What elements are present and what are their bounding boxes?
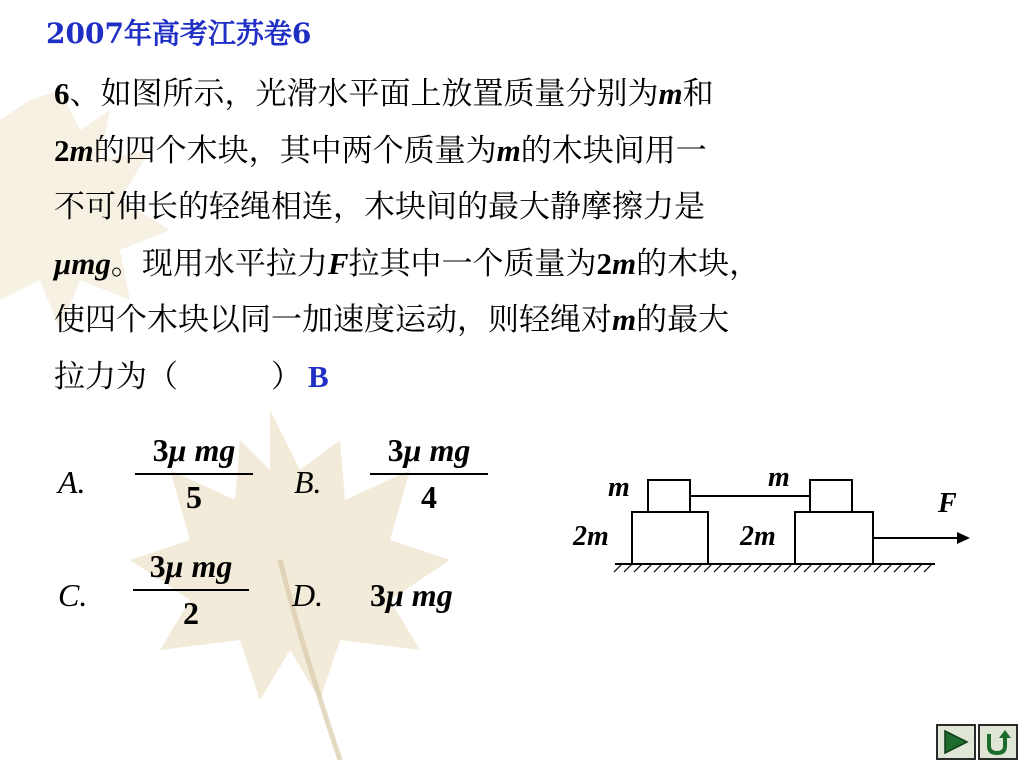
- label-big-left: 2m: [573, 521, 609, 552]
- small-block-left: [648, 480, 690, 512]
- option-c-label: C.: [58, 577, 88, 613]
- option-b-numerator: 3μ mg: [387, 432, 471, 468]
- label-small-left: m: [608, 472, 630, 503]
- option-c-fraction: [133, 548, 249, 632]
- question-line-5: 使四个木块以同一加速度运动，则轻绳对m的最大: [54, 302, 730, 338]
- next-slide-button[interactable]: [936, 724, 976, 760]
- fraction-bar: [135, 473, 253, 475]
- label-small-right: m: [768, 462, 790, 493]
- fraction-bar: [133, 589, 249, 591]
- return-icon: [983, 728, 1013, 756]
- option-a-numerator: 3μ mg: [152, 432, 236, 468]
- play-icon: [941, 729, 971, 755]
- question-line-2: 2m的四个木块，其中两个质量为m的木块间用一: [54, 132, 707, 169]
- ground-hatch: [614, 564, 932, 572]
- option-a-label: A.: [58, 464, 86, 500]
- question-line-4: μmg。现用水平拉力F拉其中一个质量为2m的木块，: [54, 245, 761, 282]
- label-force: F: [938, 488, 957, 519]
- option-b-denominator: 4: [421, 479, 437, 515]
- fraction-bar: [370, 473, 488, 475]
- option-a-fraction: [135, 432, 253, 516]
- question-text: [54, 66, 954, 405]
- question-line-1: 6、如图所示，光滑水平面上放置质量分别为m和: [54, 76, 714, 112]
- small-block-right: [810, 480, 852, 512]
- blocks-diagram: [560, 450, 980, 590]
- option-d-expression: 3μ mg: [370, 577, 453, 613]
- option-d-label: D.: [292, 577, 324, 613]
- answer-label: B: [308, 358, 329, 394]
- question-line-6: 拉力为（ ） B: [54, 358, 329, 395]
- option-c-numerator: 3μ mg: [149, 548, 233, 584]
- option-a-denominator: 5: [186, 479, 202, 515]
- big-block-left: [632, 512, 708, 564]
- return-button[interactable]: [978, 724, 1018, 760]
- page-title: 2007年高考江苏卷6: [46, 17, 312, 50]
- option-b-fraction: [370, 432, 488, 516]
- option-c-denominator: 2: [183, 595, 199, 631]
- question-line-3: 不可伸长的轻绳相连，木块间的最大静摩擦力是: [54, 189, 705, 225]
- force-arrowhead: [957, 532, 970, 544]
- slide-navigation: [936, 724, 1018, 760]
- option-b-label: B.: [294, 464, 322, 500]
- label-big-right: 2m: [740, 521, 776, 552]
- big-block-right: [795, 512, 873, 564]
